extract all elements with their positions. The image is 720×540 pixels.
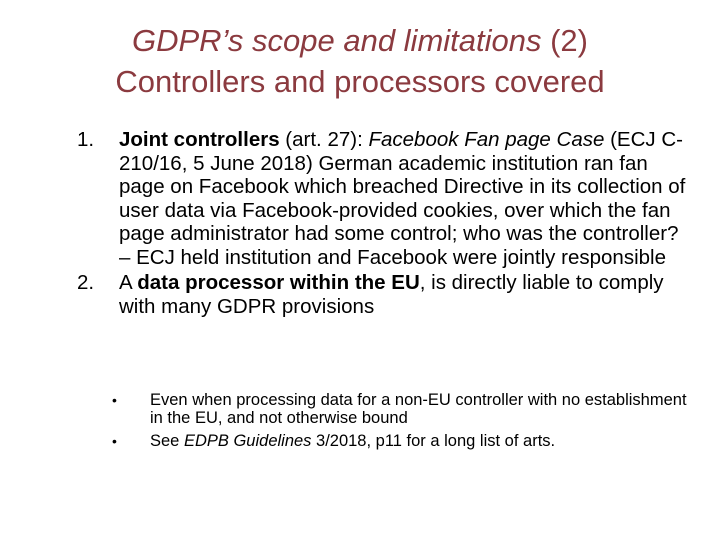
item-1-text-a: (art. 27): — [279, 128, 369, 151]
bullet-1-text: Even when processing data for a non-EU controller with no establishment in the EU, and not otherwise bound — [150, 391, 687, 427]
item-2-text-b: , is directly liable to comply with many GDPR provisions — [119, 271, 664, 318]
list-item-2 — [77, 271, 687, 318]
title-line-1 — [0, 20, 720, 61]
title-suffix: (2) — [541, 23, 588, 58]
title-line-2: Controllers and processors covered — [115, 64, 605, 99]
list-number-2: 2. — [77, 271, 95, 294]
item-1-text-b: (ECJ C-210/16, 5 June 2018) German academic institution ran fan page on Facebook which breached Directive in its collection of user data via Facebook-provided cookies, over which the fan page administrator had some control; who was the controller? – ECJ held institution and Facebook were jointly responsible — [119, 128, 686, 269]
list-item-1 — [77, 128, 687, 269]
edpb-guidelines: EDPB Guidelines — [183, 432, 312, 450]
numbered-list — [77, 128, 687, 320]
data-processor-heading: data processor within the EU — [137, 271, 420, 294]
slide-title — [0, 20, 720, 102]
case-name: Facebook Fan page Case — [368, 128, 605, 151]
item-2-text-a: A — [119, 271, 138, 294]
bullet-item-1 — [110, 391, 690, 427]
list-number-1: 1. — [77, 128, 95, 151]
bullet-icon: • — [112, 392, 117, 408]
bullet-item-2 — [110, 432, 690, 450]
bullet-icon: • — [112, 433, 117, 449]
joint-controllers-heading: Joint controllers — [119, 128, 280, 151]
bullet-2-text-b: 3/2018, p11 for a long list of arts. — [311, 432, 556, 450]
bullet-2-text-a: See — [150, 432, 184, 450]
title-italic: GDPR’s scope and limitations — [132, 23, 542, 58]
sub-bullet-list — [110, 391, 690, 455]
